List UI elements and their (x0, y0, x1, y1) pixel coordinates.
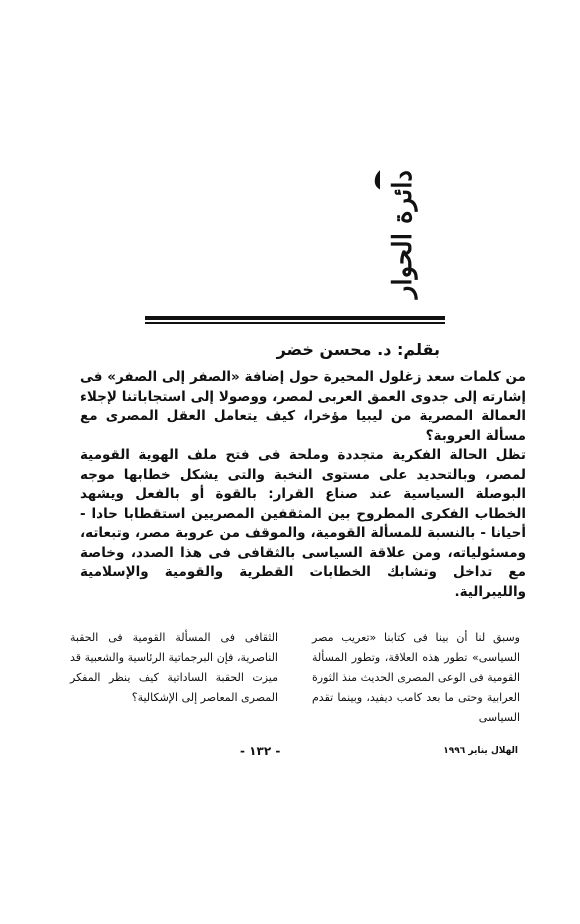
header-rule-thin (145, 322, 445, 324)
lede-block (80, 368, 526, 602)
author-byline: بقلم: د. محسن خضر (276, 340, 440, 359)
lede-paragraph-1: من كلمات سعد زغلول المحيرة حول إضافة «الصفر إلى الصفر» فى إشارته إلى جدوى العمق العربى لمصر، ووصولا إلى استجاباتنا لإجلاء العمالة المصرية من ليبيا مؤخرا، كيف يتعامل العقل المصرى مع مسألة العروبة؟ (80, 369, 526, 444)
body-column-left: الثقافى فى المسألة القومية فى الحقبة الناصرية، فإن البرجماتية الرئاسية والشعبية قد ميزت الحقبة الساداتية كيف ينظر المفكر المصرى المعاصر إلى الإشكالية؟ (70, 631, 278, 704)
issue-label: الهلال يناير ١٩٩٦ (443, 746, 518, 756)
title-calligraphy (120, 98, 380, 298)
page-footer (0, 744, 580, 764)
lede-paragraph-2: تظل الحالة الفكرية متجددة وملحة فى فتح ملف الهوية القومية لمصر، وبالتحديد على مستوى النخبة والتى يشكل خطابها موجه البوصلة السياسية عند صناع القرار: بالقوة أو بالفعل ويشهد الخطاب الفكرى المطروح بين المثقفين المصريين استقطابا حادا - أحيانا - بالنسبة للمسألة القومية، والموقف من عروبة مصر، وتبعاته، ومسئولياته، ومن علاقة السياسى بالثقافى فى هذا الصدد، وخاصة مع تداخل وتشابك الخطابات القطرية والقومية والإسلامية والليبرالية. (80, 447, 526, 600)
title-line-1 (370, 113, 380, 216)
title-line-2 (364, 202, 380, 298)
page-number: - ١٣٢ - (240, 744, 281, 758)
section-label: دائرة الحوار (388, 170, 418, 299)
header-rule (145, 316, 445, 320)
body-column-right: وسبق لنا أن بينا فى كتابنا «تعريب مصر السياسى» تطور هذه العلاقة، وتطور المسألة القومية فى الوعى المصرى الحديث منذ الثورة العرابية وحتى ما بعد كامب ديفيد، وبينما تقدم السياسى (312, 631, 520, 724)
title-calligraphy-svg (120, 98, 380, 298)
